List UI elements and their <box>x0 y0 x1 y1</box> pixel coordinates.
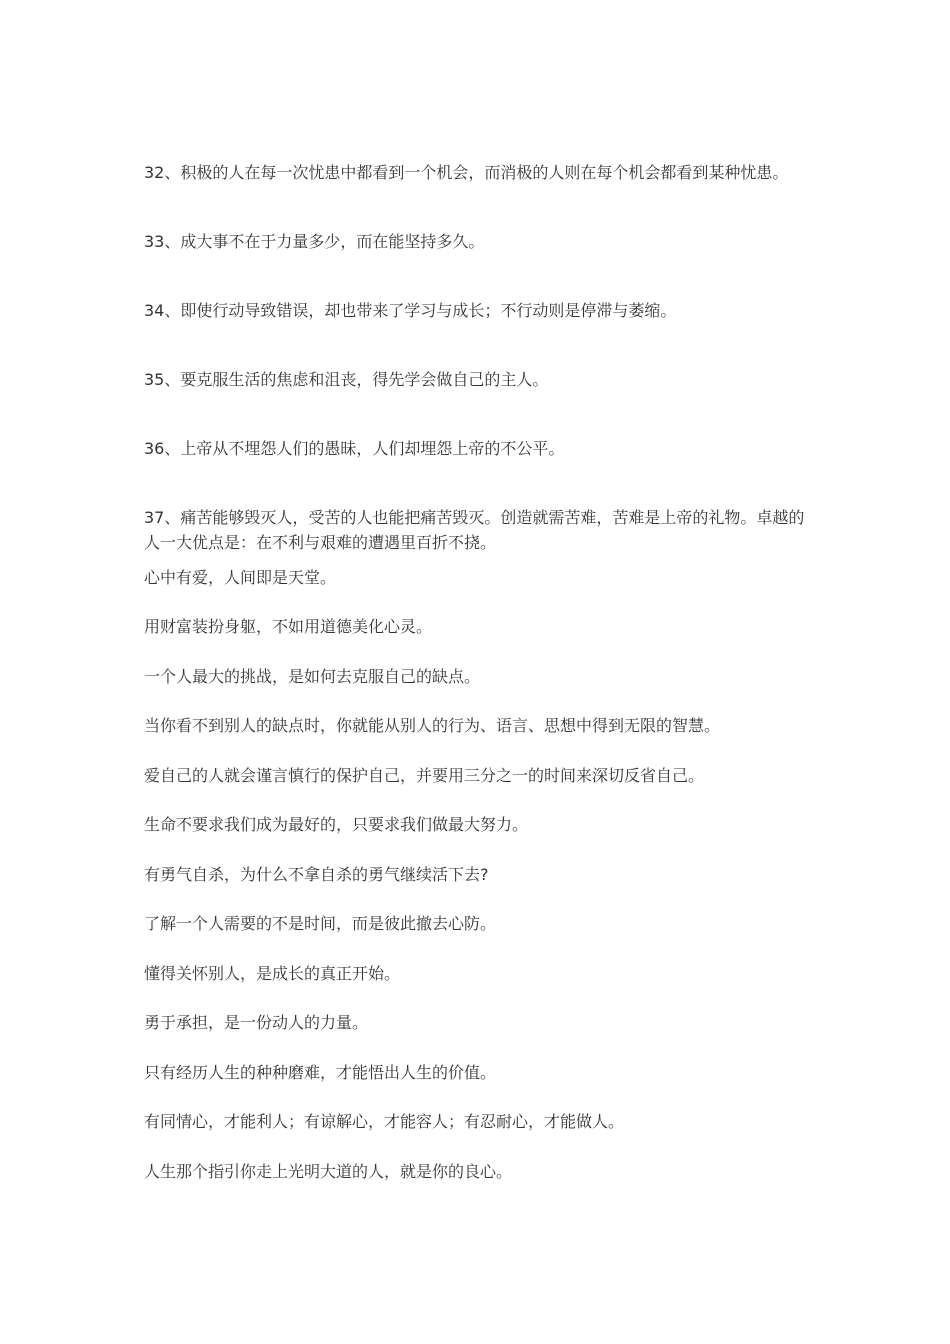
quote-36: 36、上帝从不埋怨人们的愚昧，人们却埋怨上帝的不公平。 <box>144 439 565 458</box>
quote-self-love: 爱自己的人就会谨言慎行的保护自己，并要用三分之一的时间来深切反省自己。 <box>144 766 705 785</box>
quote-compassion: 有同情心，才能利人；有谅解心，才能容人；有忍耐心，才能做人。 <box>144 1112 625 1131</box>
quote-wisdom: 当你看不到别人的缺点时，你就能从别人的行为、语言、思想中得到无限的智慧。 <box>144 716 721 735</box>
quote-responsibility: 勇于承担，是一份动人的力量。 <box>144 1013 369 1032</box>
quote-biggest-challenge: 一个人最大的挑战，是如何去克服自己的缺点。 <box>144 667 481 686</box>
quote-conscience: 人生那个指引你走上光明大道的人，就是你的良心。 <box>144 1162 513 1181</box>
quote-courage: 有勇气自杀，为什么不拿自杀的勇气继续活下去? <box>144 865 489 884</box>
quote-32: 32、积极的人在每一次忧患中都看到一个机会，而消极的人则在每个机会都看到某种忧患。 <box>144 163 789 182</box>
quote-love-heaven: 心中有爱，人间即是天堂。 <box>144 568 337 587</box>
quote-34: 34、即使行动导致错误，却也带来了学习与成长；不行动则是停滞与萎缩。 <box>144 301 677 320</box>
quote-caring: 懂得关怀别人，是成长的真正开始。 <box>144 964 401 983</box>
quote-best-effort: 生命不要求我们成为最好的，只要求我们做最大努力。 <box>144 815 529 834</box>
quote-wealth-virtue: 用财富装扮身躯，不如用道德美化心灵。 <box>144 617 433 636</box>
quote-35: 35、要克服生活的焦虑和沮丧，得先学会做自己的主人。 <box>144 370 549 389</box>
quote-33: 33、成大事不在于力量多少，而在能坚持多久。 <box>144 232 485 251</box>
quote-37: 37、痛苦能够毁灭人，受苦的人也能把痛苦毁灭。创造就需苦难，苦难是上帝的礼物。卓越的人一大优点是：在不利与艰难的遭遇里百折不挠。 <box>144 508 805 552</box>
quote-hardship: 只有经历人生的种种磨难，才能悟出人生的价值。 <box>144 1063 497 1082</box>
quote-understanding: 了解一个人需要的不是时间，而是彼此撤去心防。 <box>144 914 497 933</box>
